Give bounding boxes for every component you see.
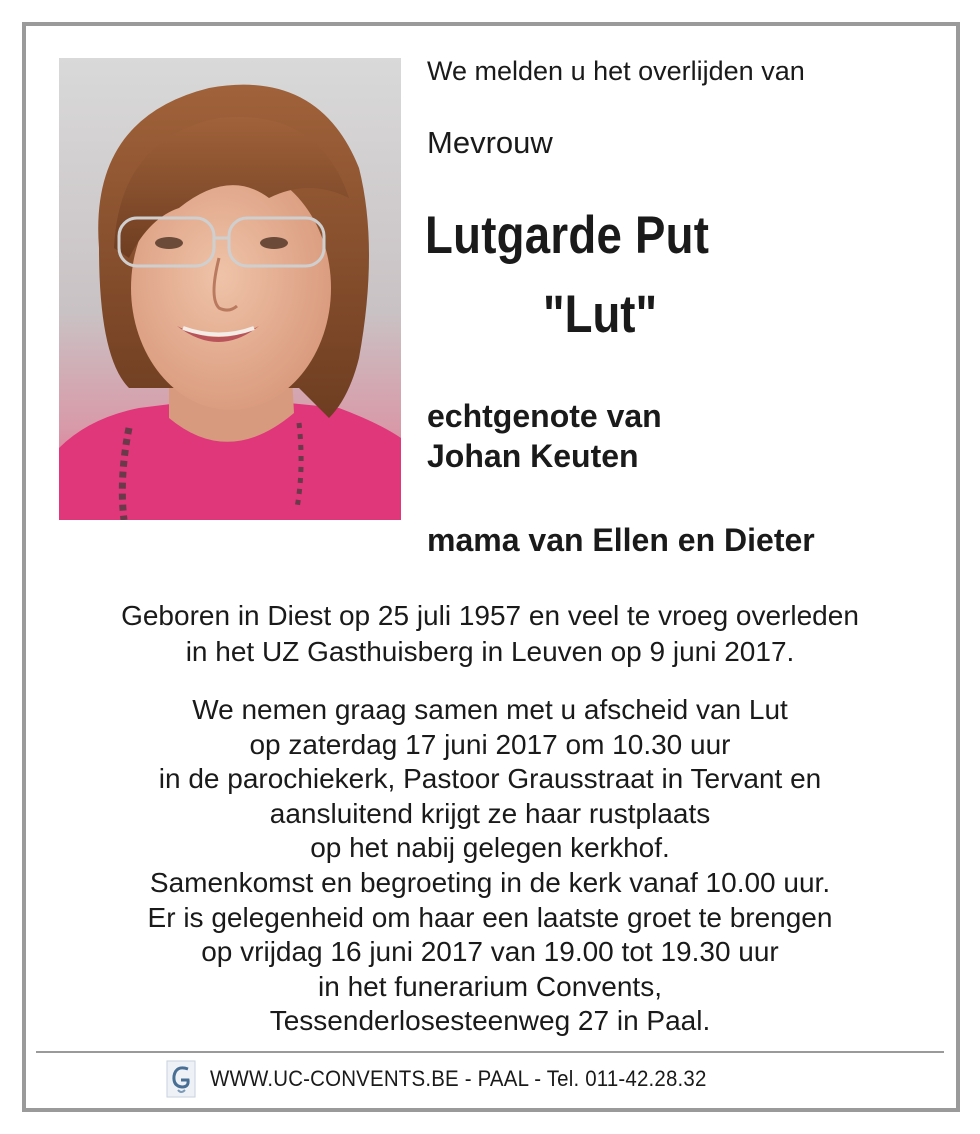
- ceremony-line: Er is gelegenheid om haar een laatste groet te brengen: [147, 901, 833, 933]
- ceremony-line: op het nabij gelegen kerkhof.: [310, 832, 670, 864]
- footer: [166, 1059, 744, 1099]
- announcement-intro: We melden u het overlijden van: [427, 56, 805, 86]
- ceremony-line: op zaterdag 17 juni 2017 om 10.30 uur: [249, 728, 731, 760]
- ceremony-line: Samenkomst en begroeting in de kerk vanaf 10.00 uur.: [149, 866, 831, 898]
- deceased-name: Lutgarde Put: [425, 206, 710, 265]
- contact-line[interactable]: WWW.UC-CONVENTS.BE - PAAL - Tel. 011-42.28.32: [210, 1066, 707, 1091]
- ceremony-line: aansluitend krijgt ze haar rustplaats: [269, 797, 711, 829]
- ceremony-line: We nemen graag samen met u afscheid van Lut: [192, 694, 788, 725]
- birth-death-paragraph: [40, 598, 940, 670]
- deceased-nickname: "Lut": [543, 285, 658, 344]
- ceremony-line: in de parochiekerk, Pastoor Grausstraat in Tervant en: [158, 763, 822, 795]
- spouse-name: Johan Keuten: [427, 438, 639, 474]
- spouse-block: [427, 396, 662, 476]
- ceremony-paragraph: [40, 693, 940, 1039]
- footer-divider: [36, 1051, 944, 1053]
- children-line: mama van Ellen en Dieter: [427, 522, 815, 558]
- portrait-photo: [59, 58, 401, 520]
- ceremony-line: in het funerarium Convents,: [318, 970, 662, 1002]
- ceremony-line: op vrijdag 16 juni 2017 van 19.00 tot 19.30 uur: [201, 936, 779, 968]
- honorific: Mevrouw: [427, 125, 553, 160]
- birth-line: Geboren in Diest op 25 juli 1957 en veel te vroeg overleden: [121, 600, 859, 631]
- uc-convents-logo-icon: [166, 1060, 196, 1098]
- death-line: in het UZ Gasthuisberg in Leuven op 9 juni 2017.: [185, 636, 795, 667]
- spouse-relation: echtgenote van: [427, 398, 662, 434]
- ceremony-line: Tessenderlosesteenweg 27 in Paal.: [269, 1005, 711, 1037]
